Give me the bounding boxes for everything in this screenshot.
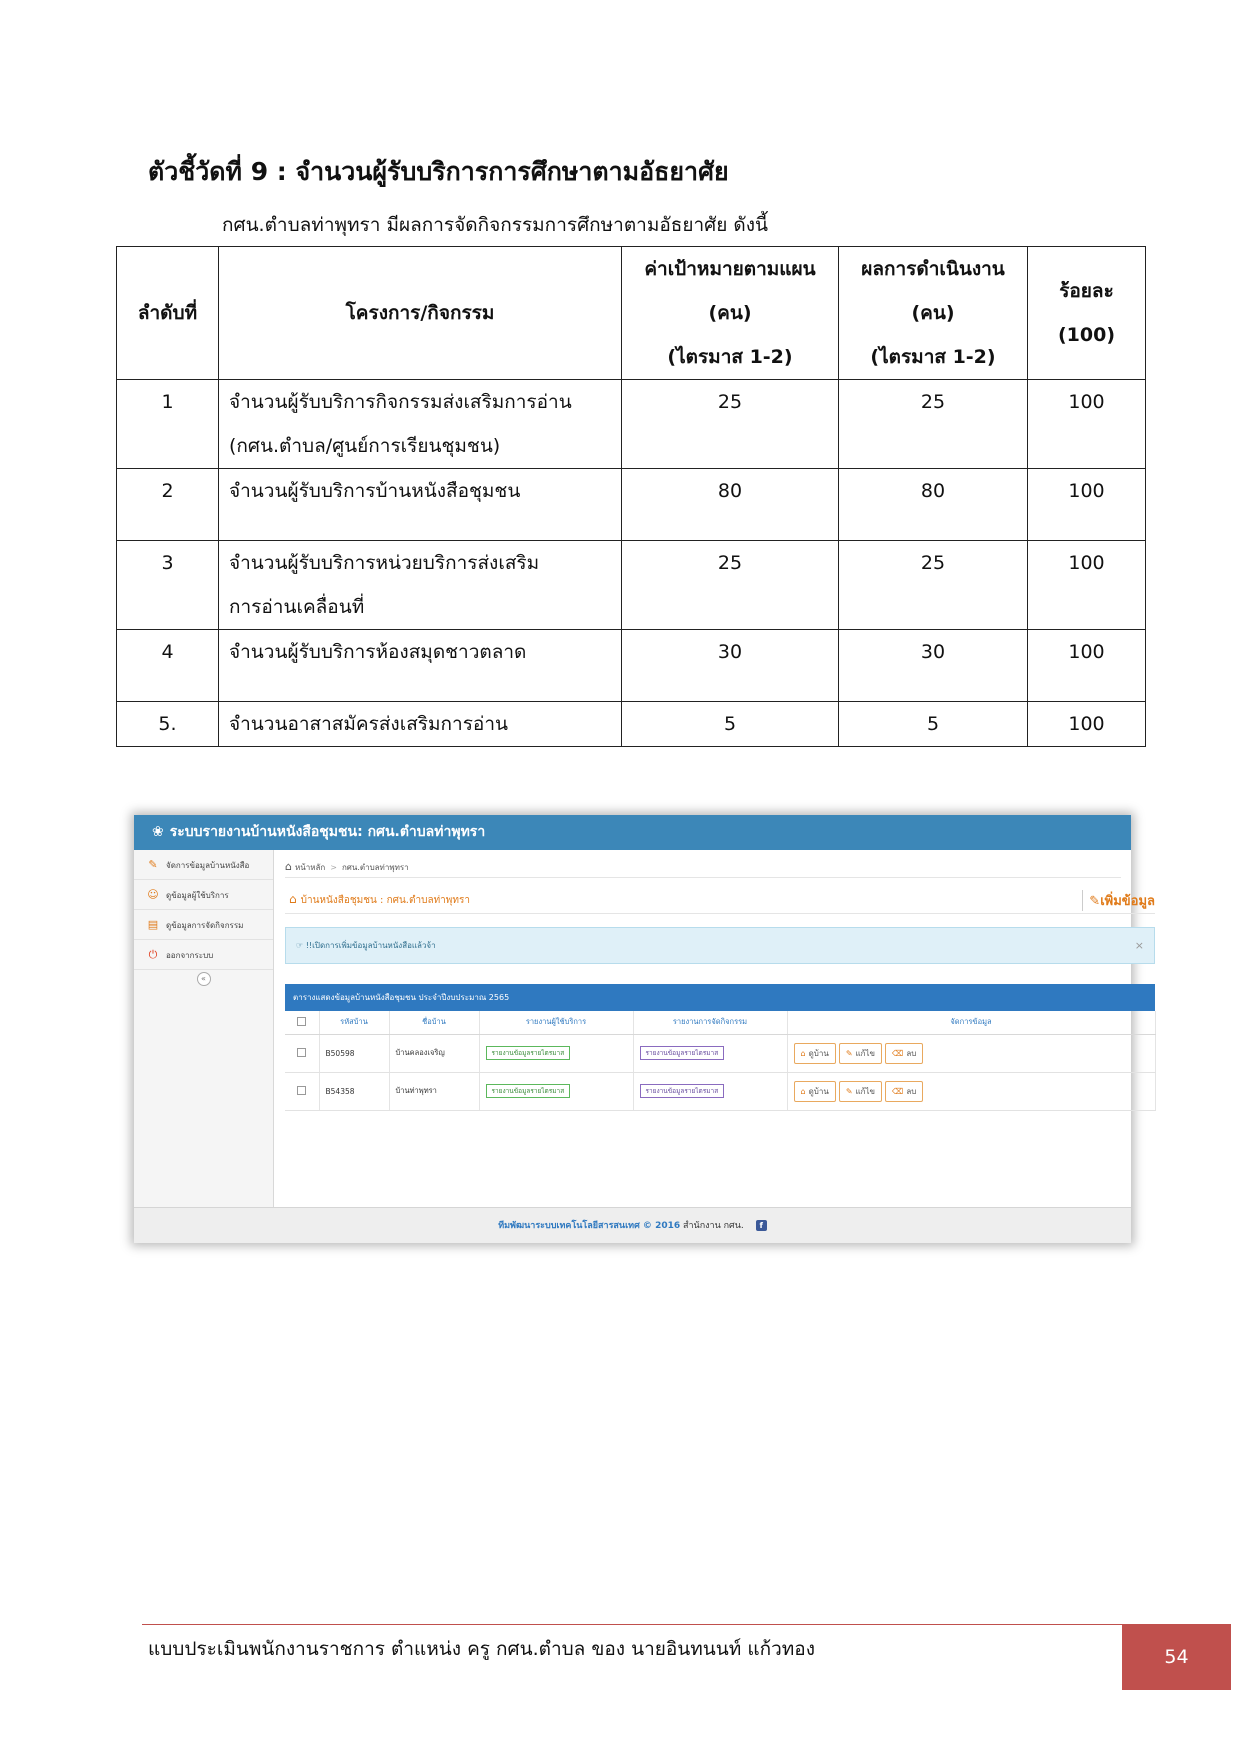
row-project: จำนวนอาสาสมัครส่งเสริมการอ่าน [219,702,622,747]
footer-org: สำนักงาน กศน. [683,1221,744,1231]
delete-label: ลบ [906,1048,917,1058]
app-footer [134,1207,1131,1243]
user-report-link[interactable]: รายงานข้อมูลรายไตรมาส [486,1084,571,1098]
home-icon: ⌂ [289,892,297,906]
row-result: 30 [839,630,1028,702]
row-code: B54358 [319,1072,389,1110]
trash-icon: ⌫ [892,1048,904,1058]
indicator-heading: ตัวชี้วัดที่ 9 : จำนวนผู้รับบริการการศึกษาตามอัธยาศัย [148,157,729,186]
row-user-report [479,1072,633,1110]
add-data-label: เพิ่มข้อมูล [1100,894,1155,909]
row-percent: 100 [1028,469,1146,541]
table-row [117,469,1146,541]
indicator-table [116,246,1146,747]
select-all-checkbox[interactable] [285,1011,319,1034]
home-icon: ⌂ [800,1048,806,1058]
sidebar-item-label: ออกจากระบบ [166,951,214,960]
footer-rule [142,1624,1122,1625]
col-code: รหัสบ้าน [319,1011,389,1034]
users-icon: ☺ [147,888,159,901]
row-project-line2: (กศน.ตำบล/ศูนย์การเรียนชุมชน) [229,435,501,457]
row-target: 25 [622,380,839,469]
close-icon[interactable]: × [1134,939,1144,952]
info-alert [285,927,1155,964]
row-no: 4 [117,630,219,702]
row-project [219,380,622,469]
sidebar-item-activities[interactable] [134,910,273,940]
header-target-line1: ค่าเป้าหมายตามแผน [644,258,816,280]
user-report-link[interactable]: รายงานข้อมูลรายไตรมาส [486,1046,571,1060]
row-project: จำนวนผู้รับบริการบ้านหนังสือชุมชน [219,469,622,541]
page-title [289,892,470,908]
header-result-line1: ผลการดำเนินงาน [861,258,1005,280]
header-target-line3: (ไตรมาส 1-2) [667,346,793,368]
panel-title: ตารางแสดงข้อมูลบ้านหนังสือชุมชน ประจำปีงบประมาณ 2565 [285,984,1155,1011]
app-main [275,850,1155,1207]
row-name: บ้านท่าพุทรา [389,1072,479,1110]
alert-text: !!เปิดการเพิ่มข้อมูลบ้านหนังสือแล้วจ้า [305,941,436,950]
row-percent: 100 [1028,702,1146,747]
chart-icon: ▤ [147,918,159,931]
activity-report-link[interactable]: รายงานข้อมูลรายไตรมาส [640,1046,725,1060]
table-row [117,702,1146,747]
power-icon: ⏻ [148,948,158,961]
header-no: ลำดับที่ [117,247,219,380]
row-actions [787,1072,1155,1110]
view-button[interactable] [794,1043,836,1064]
edit-label: แก้ไข [855,1048,876,1058]
table-row [117,541,1146,630]
home-icon: ⌂ [285,860,292,873]
sidebar-item-label: ดูข้อมูลการจัดกิจกรรม [166,921,244,930]
row-project: จำนวนผู้รับบริการห้องสมุดชาวตลาด [219,630,622,702]
pencil-icon: ✎ [845,1048,853,1058]
activity-report-link[interactable]: รายงานข้อมูลรายไตรมาส [640,1084,725,1098]
row-target: 5 [622,702,839,747]
home-icon: ⌂ [800,1086,806,1096]
hand-icon: ☞ [296,941,304,950]
row-target: 25 [622,541,839,630]
header-result-line2: (คน) [911,302,955,324]
sidebar-item-logout[interactable] [134,940,273,970]
row-target: 30 [622,630,839,702]
row-result: 25 [839,541,1028,630]
row-name: บ้านคลองเจริญ [389,1034,479,1072]
page-number: 54 [1122,1624,1231,1690]
table-row [285,1034,1155,1072]
breadcrumb [285,856,1121,878]
edit-label: แก้ไข [855,1086,876,1096]
header-result [839,247,1028,380]
row-project [219,541,622,630]
row-no: 5. [117,702,219,747]
book-house-table [285,1011,1156,1111]
table-row [117,380,1146,469]
row-actions [787,1034,1155,1072]
row-activity-report [633,1034,787,1072]
trash-icon: ⌫ [892,1086,904,1096]
row-code: B50598 [319,1034,389,1072]
edit-icon: ✎ [1089,894,1101,909]
footer-team: ทีมพัฒนาระบบเทคโนโลยีสารสนเทศ © 2016 [498,1221,681,1231]
view-label: ดูบ้าน [808,1086,829,1096]
row-target: 80 [622,469,839,541]
table-header-row [117,247,1146,380]
breadcrumb-separator: > [330,863,337,872]
page-header [285,886,1155,914]
delete-button[interactable] [885,1081,923,1102]
header-percent-line1: ร้อยละ [1059,280,1114,302]
row-result: 5 [839,702,1028,747]
pencil-icon: ✎ [845,1086,853,1096]
header-target-line2: (คน) [708,302,752,324]
row-activity-report [633,1072,787,1110]
edit-button[interactable] [839,1043,882,1064]
delete-label: ลบ [906,1086,917,1096]
sidebar-item-users[interactable] [134,880,273,910]
header-project: โครงการ/กิจกรรม [219,247,622,380]
page-title-text: บ้านหนังสือชุมชน : กศน.ตำบลท่าพุทรา [300,895,470,906]
row-no: 2 [117,469,219,541]
col-manage: จัดการข้อมูล [787,1011,1155,1034]
table-row [117,630,1146,702]
row-percent: 100 [1028,541,1146,630]
header-target [622,247,839,380]
app-sidebar [134,850,274,1207]
header-percent [1028,247,1146,380]
row-result: 80 [839,469,1028,541]
row-no: 3 [117,541,219,630]
view-button[interactable] [794,1081,836,1102]
view-label: ดูบ้าน [808,1048,829,1058]
row-checkbox[interactable] [285,1072,319,1110]
breadcrumb-current: กศน.ตำบลท่าพุทรา [341,863,409,872]
sidebar-item-label: จัดการข้อมูลบ้านหนังสือ [166,861,250,870]
table-header-row [285,1011,1155,1034]
row-checkbox[interactable] [285,1034,319,1072]
add-data-button[interactable] [1082,890,1155,911]
table-row [285,1072,1155,1110]
edit-icon: ✎ [148,858,158,871]
row-project-line1: จำนวนผู้รับบริการหน่วยบริการส่งเสริม [229,552,540,574]
row-percent: 100 [1028,630,1146,702]
row-result: 25 [839,380,1028,469]
col-user-report: รายงานผู้ใช้บริการ [479,1011,633,1034]
sidebar-item-label: ดูข้อมูลผู้ใช้บริการ [166,891,229,900]
facebook-icon[interactable]: f [756,1220,767,1231]
header-percent-line2: (100) [1057,324,1116,346]
edit-button[interactable] [839,1081,882,1102]
intro-text: กศน.ตำบลท่าพุทรา มีผลการจัดกิจกรรมการศึกษาตามอัธยาศัย ดังนี้ [222,214,768,236]
leaf-icon: ❀ [152,824,164,840]
app-screenshot [134,815,1155,1243]
sidebar-collapse-button[interactable] [134,970,273,986]
breadcrumb-home[interactable]: หน้าหลัก [294,863,326,872]
footer-text: แบบประเมินพนักงานราชการ ตำแหน่ง ครู กศน.ตำบล ของ นายอินทนนท์ แก้วทอง [148,1638,815,1660]
row-project-line2: การอ่านเคลื่อนที่ [229,596,365,618]
row-no: 1 [117,380,219,469]
row-project-line1: จำนวนผู้รับบริการกิจกรรมส่งเสริมการอ่าน [229,391,572,413]
app-title: ระบบรายงานบ้านหนังสือชุมชน: กศน.ตำบลท่าพุทรา [169,824,486,840]
collapse-icon: « [197,972,211,986]
header-result-line3: (ไตรมาส 1-2) [870,346,996,368]
row-percent: 100 [1028,380,1146,469]
app-title-bar [134,815,1131,850]
row-user-report [479,1034,633,1072]
sidebar-item-manage-books[interactable] [134,850,273,880]
delete-button[interactable] [885,1043,923,1064]
col-name: ชื่อบ้าน [389,1011,479,1034]
col-activity-report: รายงานการจัดกิจกรรม [633,1011,787,1034]
